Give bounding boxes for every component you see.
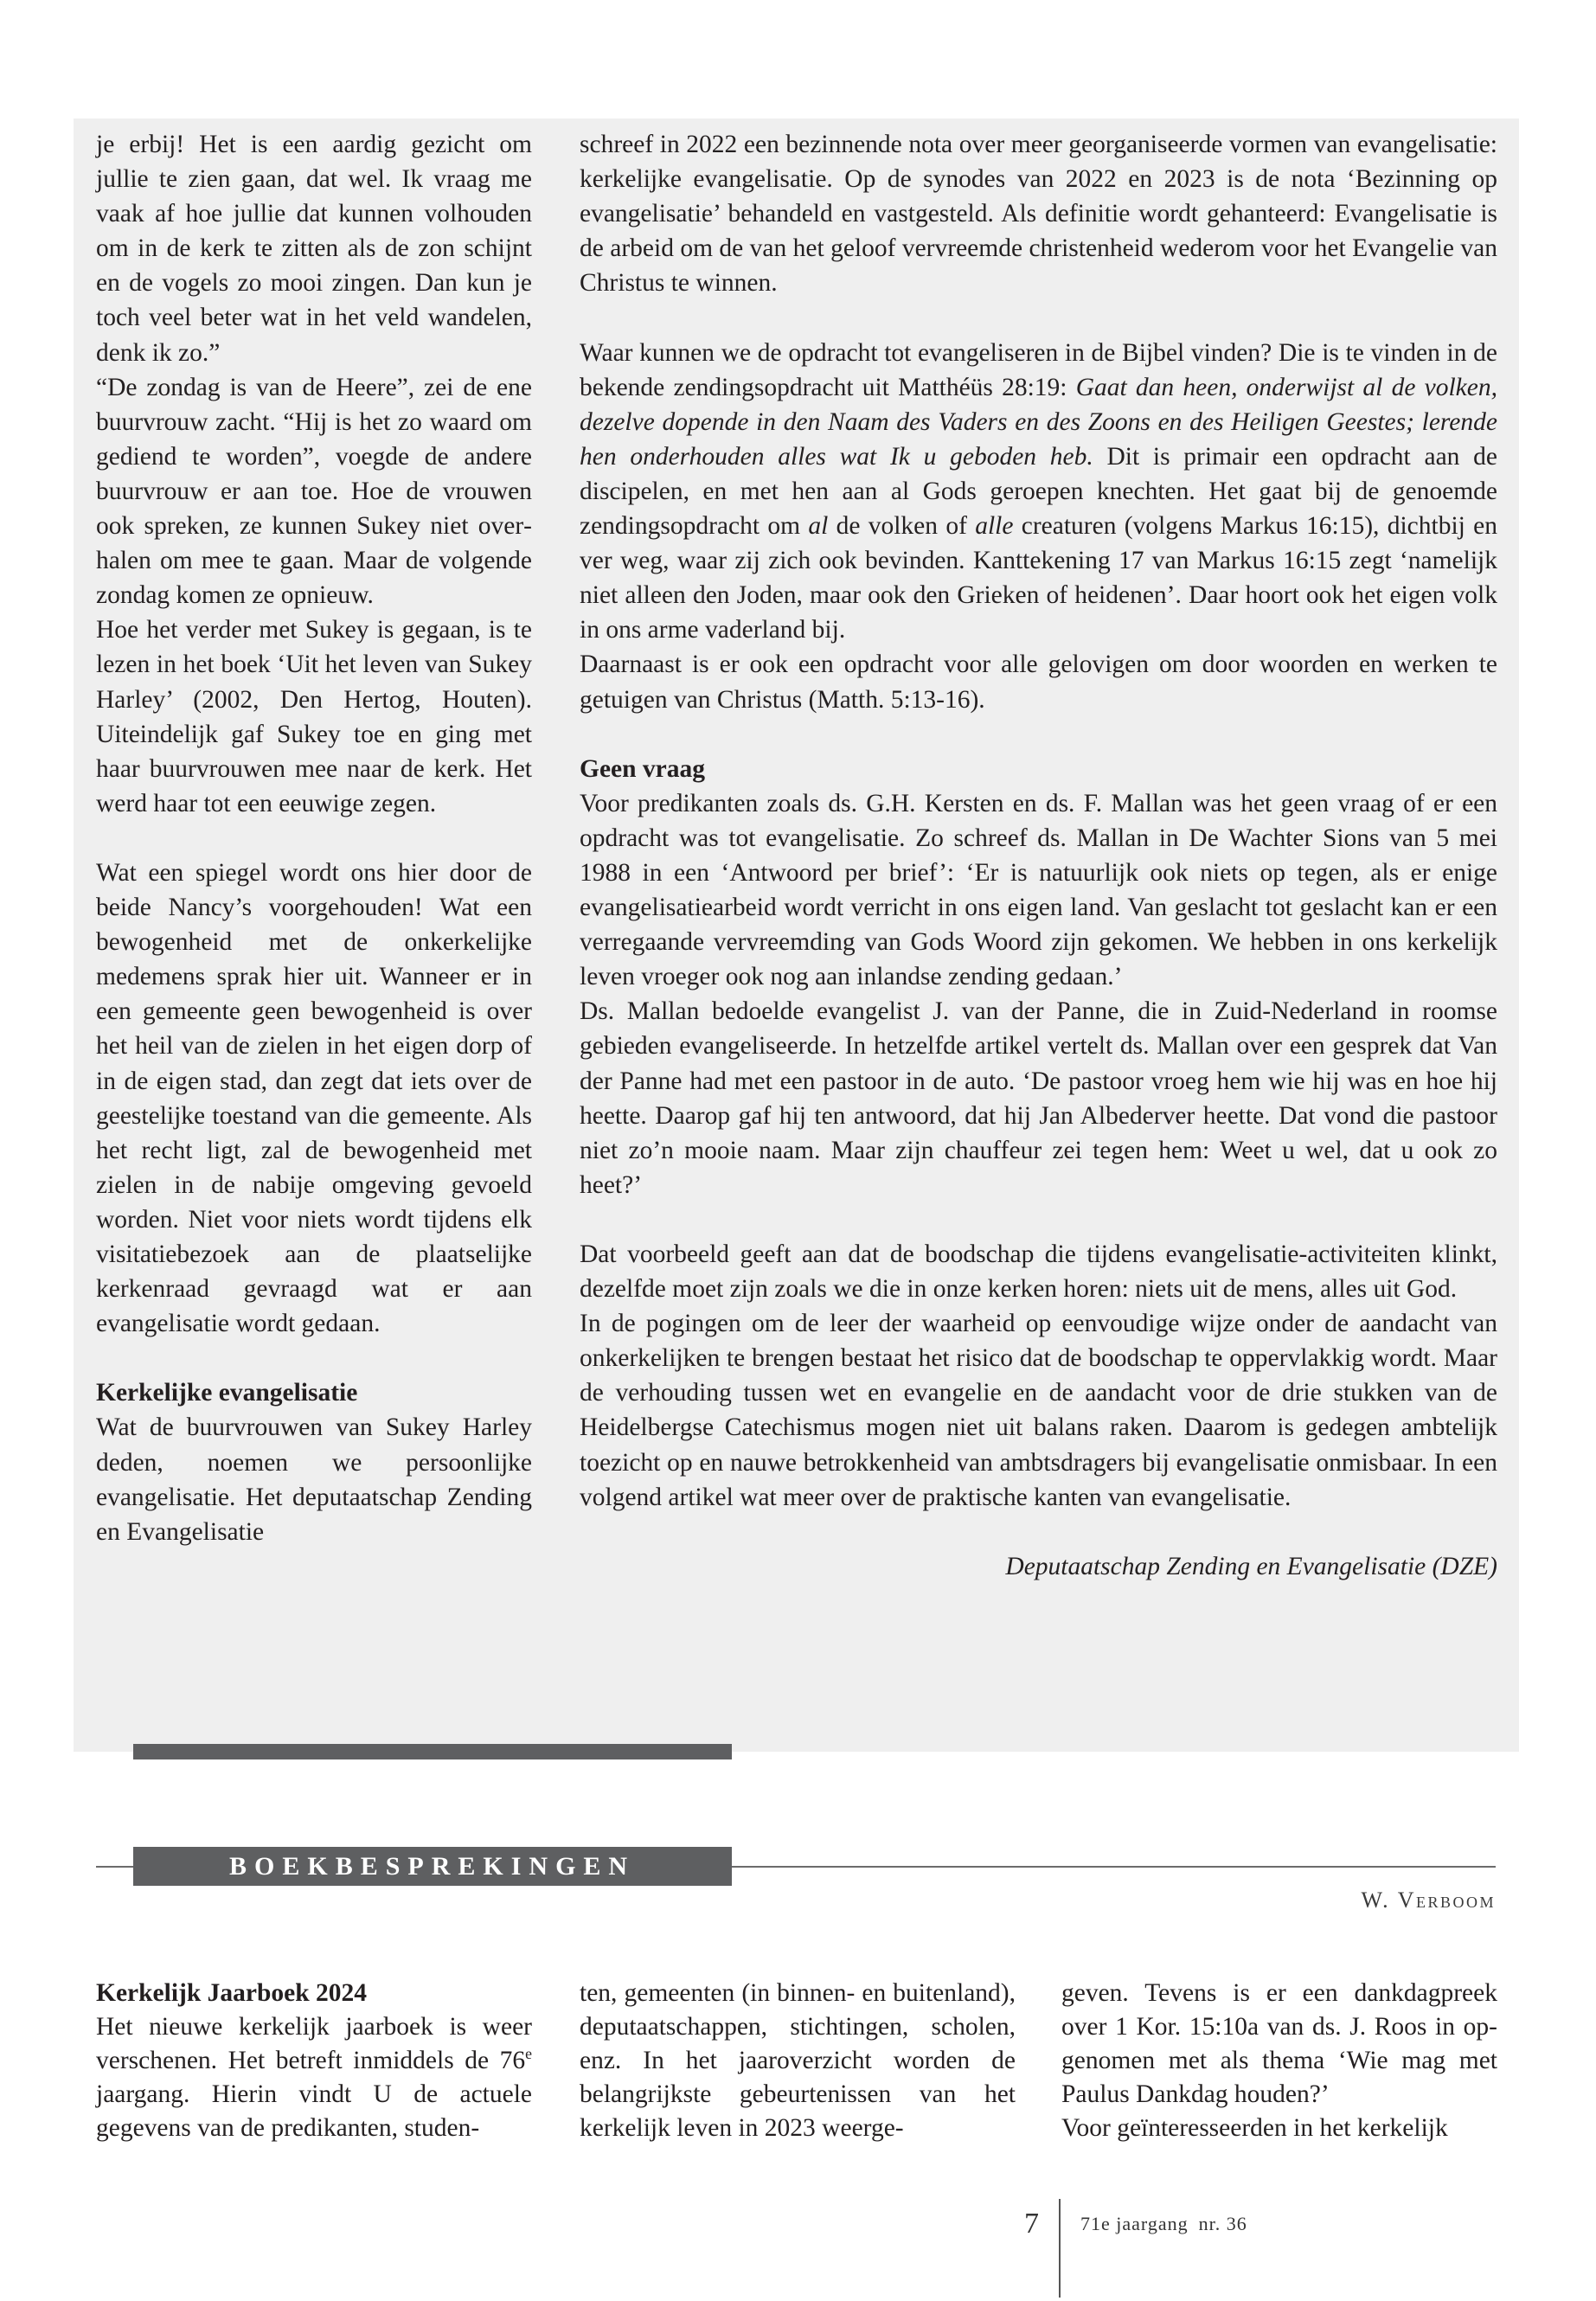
emphasis-word: al	[808, 512, 829, 541]
article-paragraph: je erbij! Het is een aardig gezicht om jullie te zien gaan, dat wel. Ik vraag me vaak af hoe jullie dat kunnen volhouden om in de kerk te zitten als de zon schijnt en de vogels zo mooi zingen. Dan kun je toch veel beter wat in het veld wandelen, denk ik zo.”	[96, 131, 532, 367]
review-paragraph: ten, gemeenten (in binnen- en buitenland), deputaatschappen, stichtingen, scholen, enz. In het jaaroverzicht worden de belangrijkste gebeurtenissen van het kerkelijk leven in 2023 weerge-	[580, 1979, 1016, 2142]
review-column-3	[1061, 1977, 1497, 2145]
article-paragraph: Dat voorbeeld geeft aan dat de boodschap die tijdens evangelisatie-activiteiten klinkt, dezelfde moet zijn zoals we die in onze kerken horen: niets uit de mens, alles uit God.	[580, 1240, 1497, 1304]
review-column-2	[580, 1977, 1016, 2145]
ordinal-superscript: e	[525, 2045, 532, 2063]
article-panel	[74, 119, 1519, 1752]
review-paragraph: geven. Tevens is er een dankdagpreek over 1 Kor. 15:10a van ds. J. Roos in opgenomen met als thema ‘Wie mag met Paulus Dankdag houden?’	[1061, 1979, 1497, 2108]
article-paragraph: Wat een spiegel wordt ons hier door de beide Nancy’s voorgehouden! Wat een bewogenheid met de onkerkelijke medemens sprak hier uit. Wanneer er in een gemeente geen bewogenheid is over het heil van de zielen in het eigen dorp of in de eigen stad, dan zegt dat iets over de geestelijke toestand van die gemeente. Als het recht ligt, zal de bewogenheid met zielen in de nabije omgeving gevoeld worden. Niet voor niets wordt tijdens elk visitatiebezoek aan de plaatselijke kerkenraad gevraagd wat er aan evangelisatie wordt gedaan.	[96, 858, 532, 1338]
review-paragraph: Voor geïnteresseerden in het kerkelijk	[1061, 2114, 1448, 2142]
review-paragraph	[96, 2010, 532, 2145]
volume-label: 71e jaargang	[1080, 2213, 1189, 2234]
bible-quote: Gaat dan heen, onderwijst al de volken, dezelve dopende in den Naam des Vaders en des Zoons en des Heiligen Geestes; lerende hen onderhouden alles wat Ik u geboden heb.	[580, 373, 1497, 471]
text-segment: Waar kunnen we de opdracht tot evangeliseren in de Bijbel vinden? Die is te vinden in de bekende zendingsopdracht uit Matthéüs 28:19:	[580, 338, 1497, 401]
text-segment: jaargang. Hierin vindt U de actuele gegevens van de predikanten, studen-	[96, 2080, 532, 2142]
article-paragraph: In de pogingen om de leer der waarheid op eenvoudige wijze onder de aandacht van onkerkelijken te brengen bestaat het risico dat de boodschap te oppervlakkig wordt. Maar de verhouding tussen wet en evangelie en de aandacht voor de drie stukken van de Heidelbergse Catechismus mogen niet uit balans raken. Daarom is gedegen ambtelijk toezicht op en nauwe betrokkenheid van ambtsdragers bij evangelisatie onmisbaar. In een volgend artikel wat meer over de praktische kanten van evangelisatie.	[580, 1310, 1497, 1511]
section-title-box	[133, 1847, 732, 1886]
issue-info	[1080, 2212, 1247, 2236]
panel-bottom-bar	[133, 1744, 732, 1759]
article-right-column	[580, 127, 1497, 1584]
article-paragraph: Hoe het verder met Sukey is gegaan, is te lezen in het boek ‘Uit het leven van Sukey Harley’ (2002, Den Hertog, Houten). Uiteindelijk gaf Sukey toe en ging met haar buurvrouwen mee naar de kerk. Het werd haar tot een eeuwige zegen.	[96, 616, 532, 817]
text-segment: creaturen (volgens Markus 16:15), dichtbij en ver weg, waar zij zich ook bevinden. Kanttekening 17 van Markus 16:15 zegt ‘namelijk niet alleen den Joden, maar ook den Grieken of heidenen’. Daar hoort ook het eigen volk in ons arme vaderland bij.	[580, 512, 1497, 644]
text-segment: de volken of	[828, 512, 976, 541]
article-paragraph: Daarnaast is er ook een opdracht voor alle gelovigen om door woorden en werken te getuigen van Christus (Matth. 5:13-16).	[580, 651, 1497, 714]
issue-number: nr. 36	[1198, 2213, 1247, 2234]
article-paragraph: Ds. Mallan bedoelde evangelist J. van der Panne, die in Zuid-Nederland in roomse gebieden evangeliseerde. In hetzelfde artikel vertelt ds. Mallan over een gesprek dat Van der Panne had met een pastoor in de auto. ‘De pastoor vroeg hem wie hij was en hoe hij heette. Daarop gaf hij ten antwoord, dat hij Jan Albederver heette. Dat vond die pastoor niet zo’n mooie naam. Maar zijn chauffeur zei tegen hem: Weet u wel, dat u ook zo heet?’	[580, 997, 1497, 1199]
page-number: 7	[1024, 2208, 1039, 2240]
footer-divider	[1059, 2199, 1061, 2298]
article-signature: Deputaatschap Zending en Evangelisatie (DZE)	[1005, 1552, 1497, 1580]
article-paragraph: schreef in 2022 een bezinnende nota over meer georganiseerde vormen van evangelisatie: kerkelijke evangelisatie. Op de synodes van 2022 en 2023 is de nota ‘Bezinning op evangelisatie’ behandeld en vastgesteld. Als definitie wordt gehanteerd: Evangelisatie is de arbeid om de van het geloof vervreemde christenheid wederom voor het Evangelie van Christus te winnen.	[580, 131, 1497, 298]
text-segment: Het nieuwe kerkelijk jaarboek is weer verschenen. Het betreft inmiddels de 76	[96, 2013, 532, 2074]
article-paragraph: “De zondag is van de Heere”, zei de ene buurvrouw zacht. “Hij is het zo waard om gediend te worden”, voegde de andere buurvrouw er aan toe. Hoe de vrouwen ook spreken, ze kunnen Sukey niet overhalen om mee te gaan. Maar de volgende zondag komen ze opnieuw.	[96, 373, 532, 610]
subheading-kerkelijke-evangelisatie: Kerkelijke evangelisatie	[96, 1379, 358, 1407]
text-segment: Dit is primair een opdracht aan de discipelen, en met hen aan al Gods geroepen knechten. Het gaat bij de genoemde zendingsopdracht om	[580, 442, 1497, 541]
review-heading: Kerkelijk Jaarboek 2024	[96, 1979, 368, 2007]
review-column-1	[96, 1977, 532, 2145]
article-paragraph: Wat de buurvrouwen van Sukey Harley deden, noemen we persoonlijke evangelisatie. Het deputaatschap Zending en Evangelisatie	[96, 1413, 532, 1546]
section-author: W. Verboom	[1361, 1888, 1496, 1913]
article-paragraph: Voor predikanten zoals ds. G.H. Kersten en ds. F. Mallan was het geen vraag of er een opdracht was tot evangelisatie. Zo schreef ds. Mallan in De Wachter Sions van 5 mei 1988 in een ‘Antwoord per brief’: ‘Er is natuurlijk ook niets op tegen, als er enige evangelisatiearbeid wordt verricht in ons eigen land. Van geslacht tot geslacht kan er een verregaande vervreemding van Gods Woord zijn gekomen. We hebben in ons kerkelijk leven vroeger ook nog aan inlandse zending gedaan.’	[580, 789, 1497, 991]
article-left-column	[96, 127, 532, 1549]
section-title: BOEKBESPREKINGEN	[229, 1852, 636, 1881]
subheading-geen-vraag: Geen vraag	[580, 754, 706, 783]
article-paragraph-bible-text	[580, 336, 1497, 648]
emphasis-word: alle	[975, 512, 1014, 541]
